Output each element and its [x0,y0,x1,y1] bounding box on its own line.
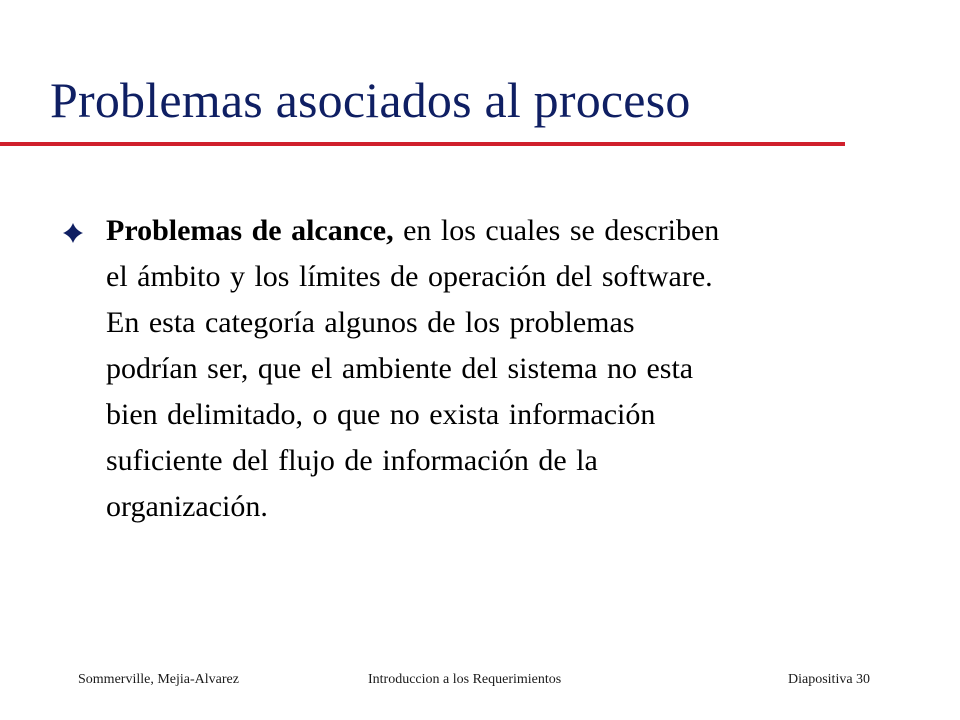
footer-course: Introduccion a los Requerimientos [368,672,562,687]
bullet-line-2: el ámbito y los límites de operación del software. [106,260,713,293]
bullet-line-3: En esta categoría algunos de los problemas [106,306,635,339]
bullet-line-4: podrían ser, que el ambiente del sistema no esta [106,352,694,385]
footer-authors: Sommerville, Mejia-Alvarez [78,672,239,687]
bullet-line-6: suficiente del flujo de información de la [106,444,598,477]
footer-page-number: Diapositiva 30 [788,672,871,687]
bullet-line-1 [106,208,866,254]
slide-title: Problemas asociados al proceso [50,72,691,128]
title-underline [0,142,845,146]
diamond-bullet-shape [63,223,83,243]
bullet-line-1-rest: en los cuales se describen [393,214,720,247]
diamond-bullet-icon [62,222,84,244]
bullet-text [106,208,866,530]
bullet-line-7: organización. [106,490,268,523]
bullet-bold-lead: Problemas de alcance, [106,214,394,247]
bullet-line-5: bien delimitado, o que no exista información [106,398,656,431]
